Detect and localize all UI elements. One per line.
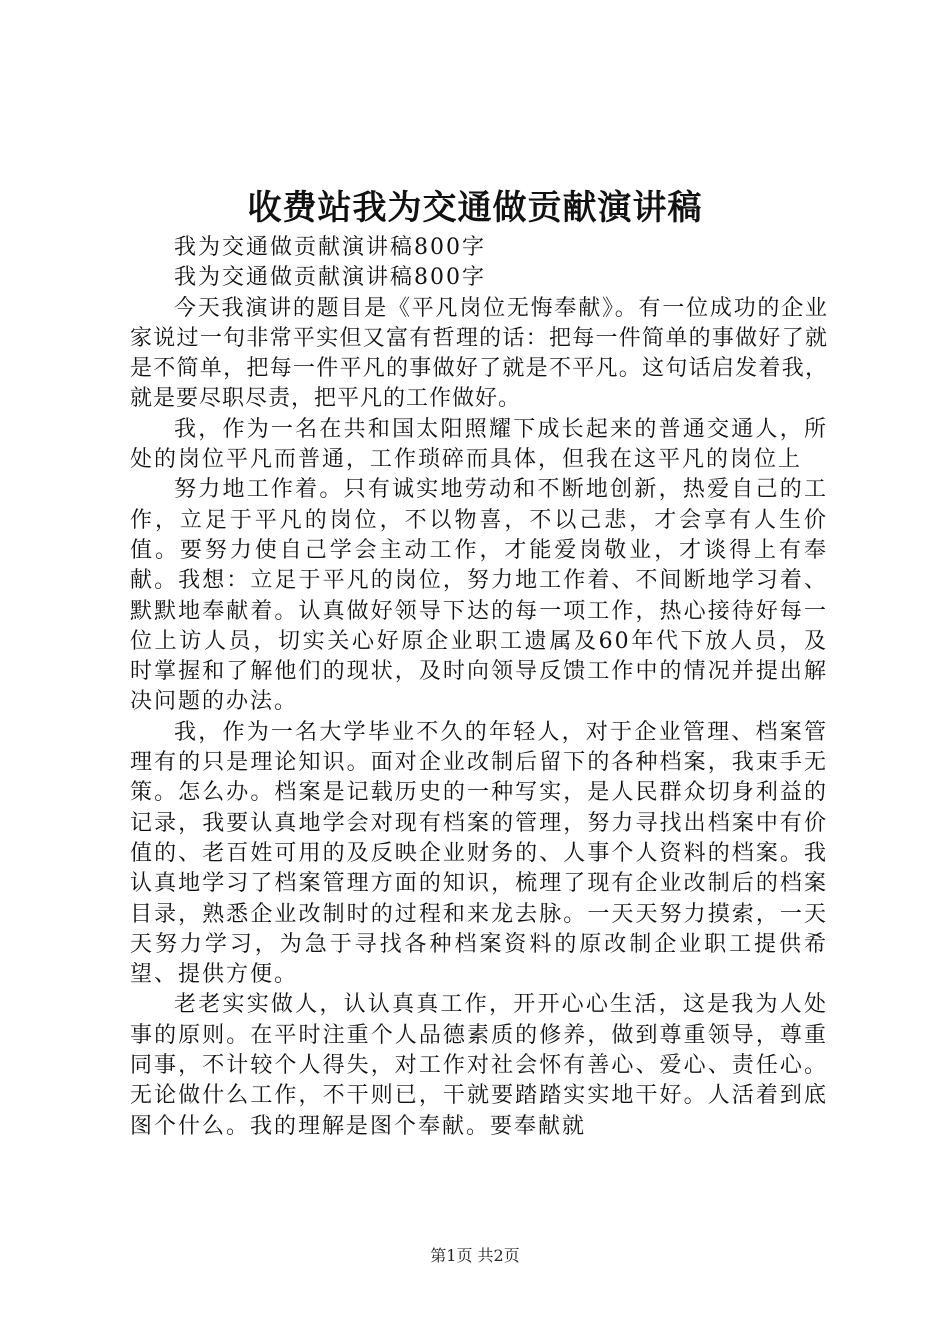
paragraph-work: 努力地工作着。只有诚实地劳动和不断地创新，热爱自己的工作，立足于平凡的岗位，不以物喜，不以己悲，才会享有人生价值。要努力使自己学会主动工作，才能爱岗敬业，才谈得上有奉献。我想：立足于平凡的岗位，努力地工作着、不间断地学习着、默默地奉献着。认真做好领导下达的每一项工作，热心接待好每一位上访人员，切实关心好原企业职工遗属及60年代下放人员，及时掌握和了解他们的现状，及时向领导反馈工作中的情况并提出解决问题的办法。 [130, 477, 828, 715]
document-title: 收费站我为交通做贡献演讲稿 [247, 188, 703, 228]
paragraph-principles: 老老实实做人，认认真真工作，开开心心生活，这是我为人处事的原则。在平时注重个人品德素质的修养，做到尊重领导，尊重同事，不计较个人得失，对工作对社会怀有善心、爱心、责任心。无论做什么工作，不干则已，干就要踏踏实实地干好。人活着到底图个什么。我的理解是图个奉献。要奉献就 [130, 992, 828, 1139]
document-body [130, 233, 828, 1142]
paragraph-subtitle-1: 我为交通做贡献演讲稿800字 [174, 235, 486, 260]
paragraph-subtitle-2: 我为交通做贡献演讲稿800字 [174, 265, 486, 291]
paragraph-archives: 我，作为一名大学毕业不久的年轻人，对于企业管理、档案管理有的只是理论知识。面对企业改制后留下的各种档案，我束手无策。怎么办。档案是记载历史的一种写实，是人民群众切身利益的记录，我要认真地学会对现有档案的管理，努力寻找出档案中有价值的、老百姓可用的及反映企业财务的、人事个人资料的档案。我认真地学习了档案管理方面的知识，梳理了现有企业改制后的档案目录，熟悉企业改制时的过程和来龙去脉。一天天努力摸索，一天天努力学习，为急于寻找各种档案资料的原改制企业职工提供希望、提供方便。 [130, 719, 828, 988]
page-footer: 第1页 共2页 [430, 1246, 520, 1265]
paragraph-intro: 今天我演讲的题目是《平凡岗位无悔奉献》。有一位成功的企业家说过一句非常平实但又富有哲理的话：把每一件简单的事做好了就是不简单，把每一件平凡的事做好了就是不平凡。这句话启发着我，就是要尽职尽责，把平凡的工作做好。 [130, 295, 828, 412]
paragraph-position: 我，作为一名在共和国太阳照耀下成长起来的普通交通人，所处的岗位平凡而普通，工作琐碎而具体，但我在这平凡的岗位上 [130, 416, 828, 473]
